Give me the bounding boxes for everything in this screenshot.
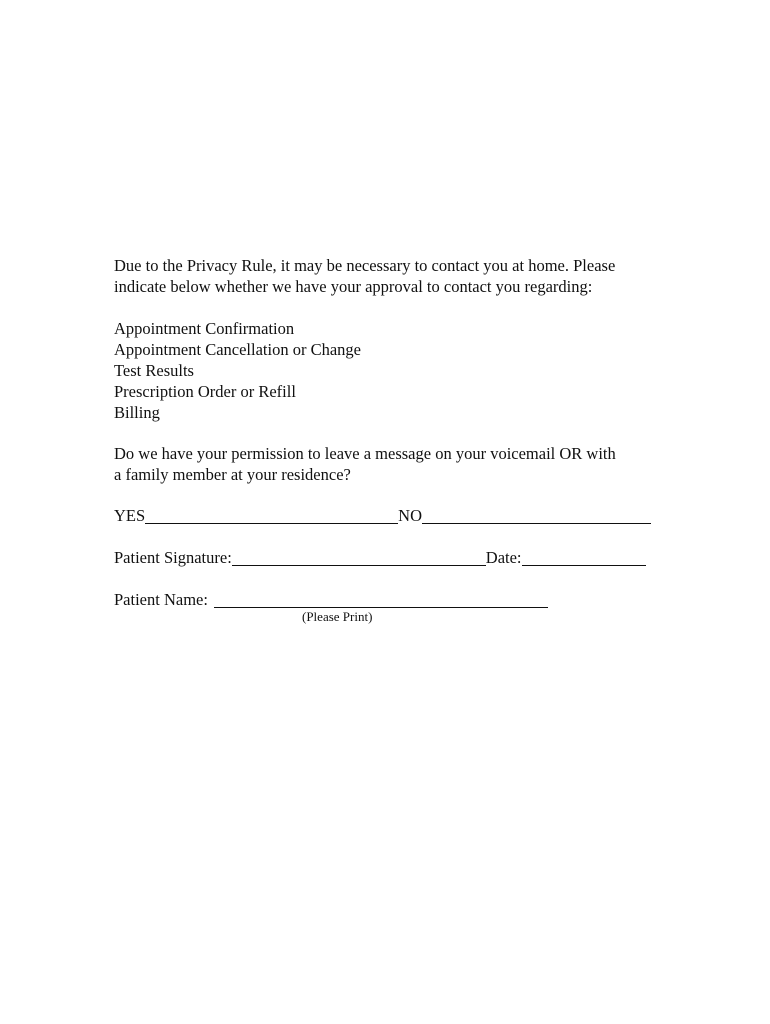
privacy-intro-paragraph [114,255,615,297]
yes-label: YES [114,506,146,525]
contact-item-prescription: Prescription Order or Refill [114,382,296,401]
patient-name-field[interactable] [214,590,548,608]
patient-name-label: Patient Name: [114,590,208,609]
date-field[interactable] [522,548,646,566]
contact-item-billing: Billing [114,403,160,422]
question-line-2: a family member at your residence? [114,465,351,484]
no-field[interactable] [422,506,651,524]
contact-item-appointment-cancellation: Appointment Cancellation or Change [114,340,361,359]
date-label: Date: [485,548,522,567]
contact-topics-list [114,318,361,423]
signature-label: Patient Signature: [114,548,232,567]
intro-line-2: indicate below whether we have your approval to contact you regarding: [114,277,593,296]
contact-item-appointment-confirmation: Appointment Confirmation [114,319,295,338]
intro-line-1: Due to the Privacy Rule, it may be necessary to contact you at home. Please [114,256,616,275]
signature-row [114,547,646,568]
voicemail-question-paragraph [114,443,616,485]
yes-field[interactable] [145,506,398,524]
please-print-note: (Please Print) [302,609,373,624]
yes-no-row [114,505,651,526]
patient-name-row [114,589,548,610]
no-label: NO [398,506,423,525]
question-line-1: Do we have your permission to leave a message on your voicemail OR with [114,444,616,463]
signature-field[interactable] [232,548,486,566]
contact-item-test-results: Test Results [114,361,194,380]
